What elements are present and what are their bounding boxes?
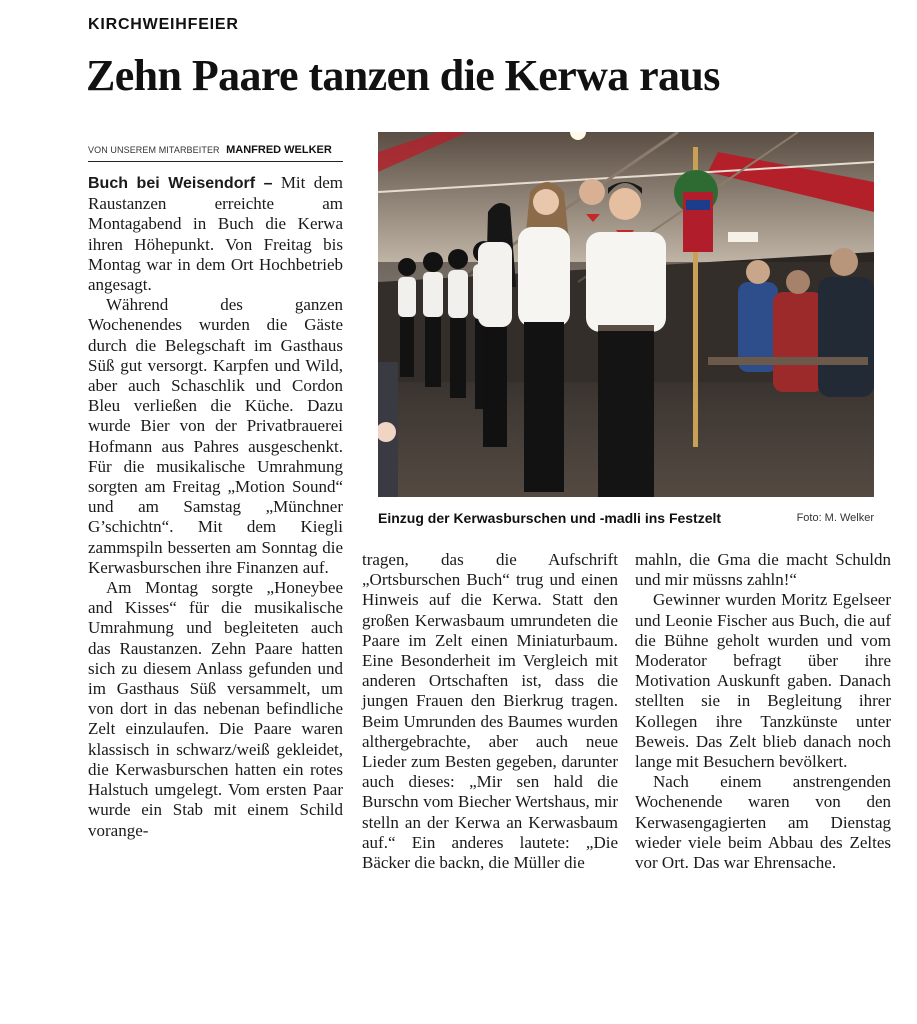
article-column-3 [635,550,891,873]
paragraph-text: Mit dem Raustanzen erreichte am Montagabend in Buch die Kerwa ihren Höhepunkt. Von Freitag bis Montag war in dem Ort Hochbetrieb angesagt. [88,173,343,295]
caption-text: Einzug der Kerwasburschen und -madli ins Festzelt [378,510,722,526]
dateline: Buch bei Weisendorf – [88,175,273,192]
article-photo [378,132,874,497]
byline-author: MANFRED WELKER [226,144,332,156]
article-headline: Zehn Paare tanzen die Kerwa raus [86,51,720,100]
photo-caption [378,510,874,528]
byline-prefix: VON UNSEREM MITARBEITER [88,145,220,155]
article-kicker: KIRCHWEIHFEIER [88,16,239,33]
photo-dancing-couples [378,132,874,497]
paragraph: Nach einem anstrengenden Wochenende waren von den Kerwasengagierten am Dienstag wieder viele beim Abbau des Zeltes vor Ort. Das war Ehrensache. [635,772,891,873]
article-column-2 [362,550,618,873]
paragraph: mahln, die Gma die macht Schuldn und mir müssns zahln!“ [635,550,891,590]
article-column-1 [88,173,343,841]
paragraph: Gewinner wurden Moritz Egelseer und Leonie Fischer aus Buch, die auf die Bühne geholt wurden und vom Moderator befragt über ihre Motivation Auskunft gaben. Danach stellten sie in Begleitung ihrer Kollegen ihre Tanzkünste unter Beweis. Das Zelt blieb danach noch lange mit Besuchern bevölkert. [635,590,891,772]
paragraph: Am Montag sorgte „Honeybee and Kisses“ für die musikalische Umrahmung und begleiteten auch das Raustanzen. Zehn Paare hatten sich zu diesem Anlass gefunden und im Gasthaus Süß versammelt, um von dort in das nebenan befindliche Zelt einzulaufen. Die Paare waren klassisch in schwarz/weiß gekleidet, die Kerwasburschen hatten ein rotes Halstuch umgelegt. Vom ersten Paar wurde ein Stab mit einem Schild vorange- [88,578,343,840]
paragraph: tragen, das die Aufschrift „Ortsburschen Buch“ trug und einen Hinweis auf die Kerwa. Statt den großen Kerwasbaum umrundeten die Paare im Zelt einen Miniaturbaum. Eine Besonderheit im Vergleich mit anderen Ortschaften ist, dass die jungen Frauen den Bierkrug tragen. Beim Umrunden des Baumes wurden althergebrachte, aber auch neue Lieder zum Besten gegeben, darunter auch dieses: „Mir sen hald die Burschn vom Biecher Wertshaus, mir stelln an der Kerwa an Kerwasbaum auf.“ Ein anderes lautete: „Die Bäcker die backn, die Müller die [362,550,618,873]
paragraph: Während des ganzen Wochenendes wurden die Gäste durch die Belegschaft im Gasthaus Süß gut versorgt. Karpfen und Wild, aber auch Schaschlik und Cordon Bleu verließen die Küche. Dazu wurde Bier von der Privatbrauerei Hofmann aus Pahres ausgeschenkt. Für die musikalische Umrahmung sorgten am Freitag „Motion Sound“ und am Samstag „Münchner G’schichtn“. Mit dem Kiegli zammspiln besserten am Sonntag die Kerwasburschen ihre Finanzen auf. [88,295,343,577]
byline [88,140,343,162]
lead-paragraph [88,173,343,295]
photo-credit: Foto: M. Welker [796,512,874,524]
